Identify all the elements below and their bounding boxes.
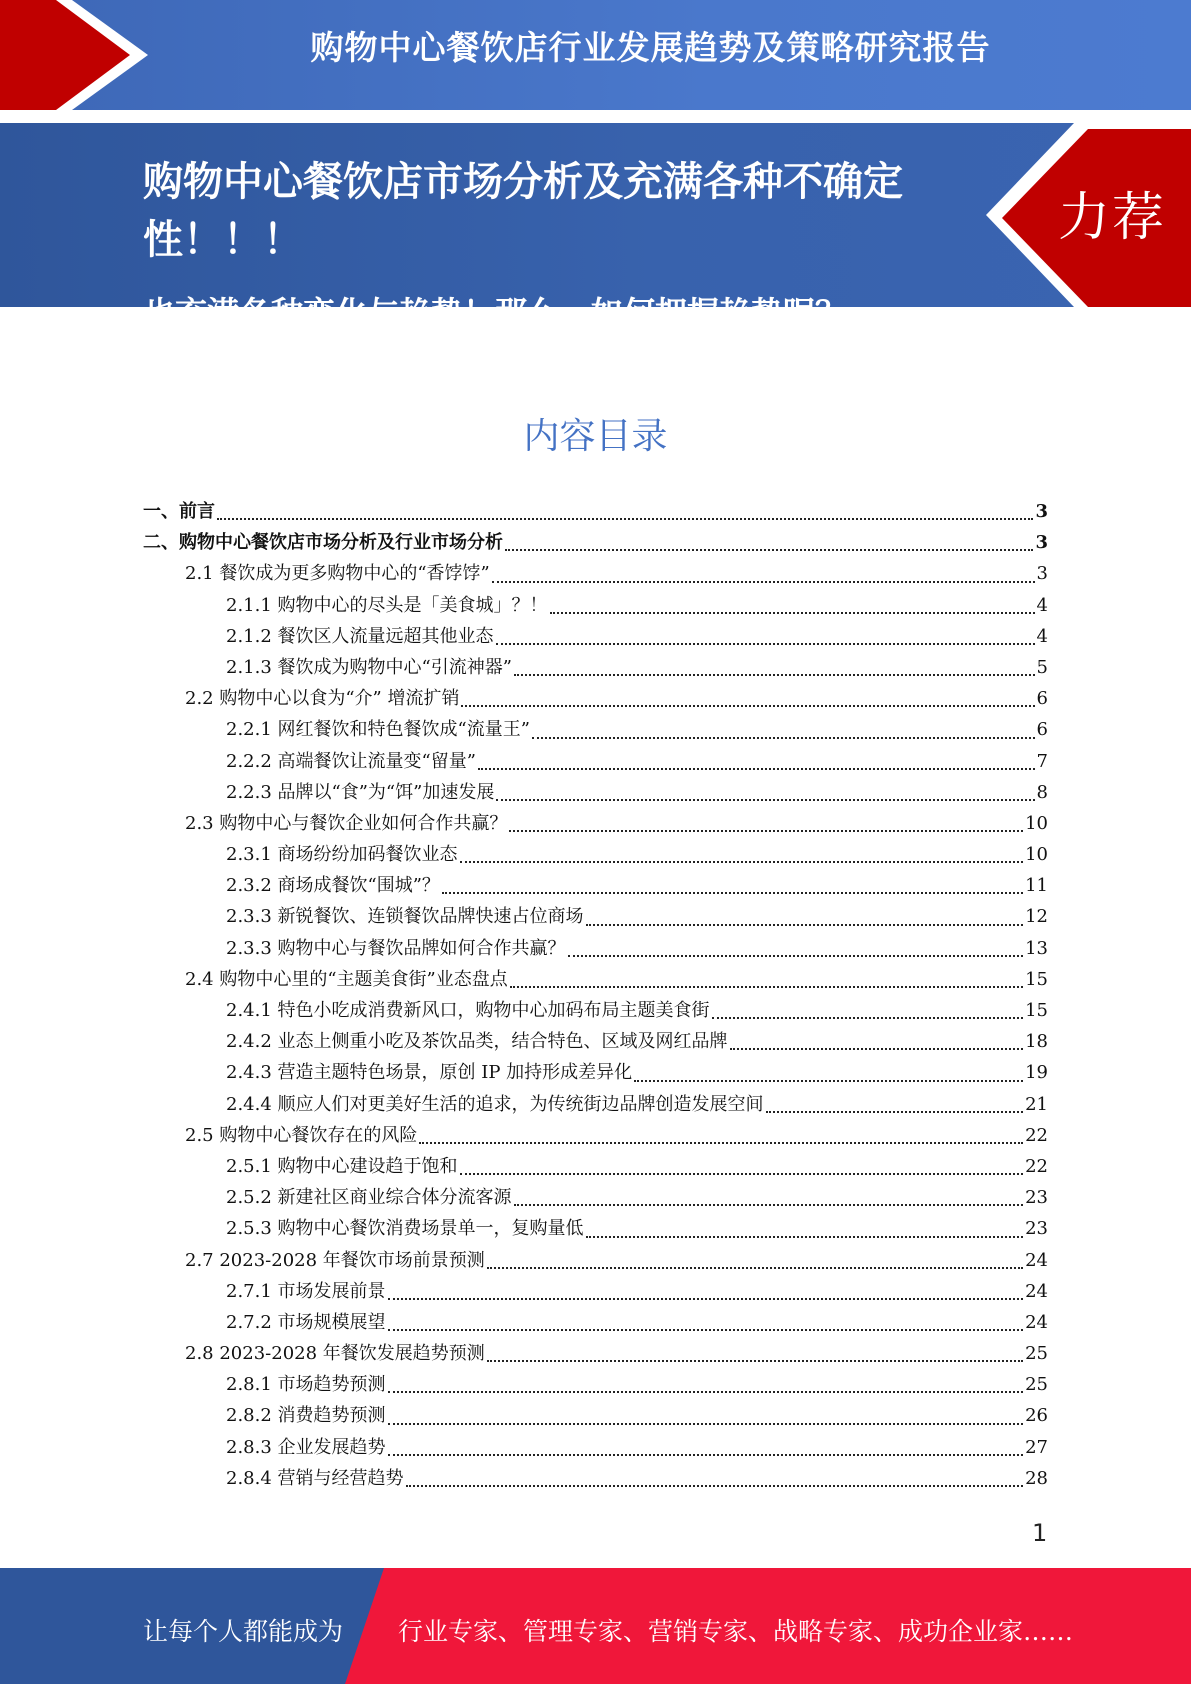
toc-entry-text: 2.4.1 特色小吃成消费新风口，购物中心加码布局主题美食街	[226, 1000, 710, 1021]
toc-entry-text: 二、购物中心餐饮店市场分析及行业市场分析	[143, 532, 503, 554]
toc-entry[interactable]	[143, 715, 1048, 746]
table-of-contents	[143, 497, 1048, 1495]
toc-entry[interactable]	[143, 1090, 1048, 1121]
toc-entry-text: 2.7.1 市场发展前景	[226, 1280, 386, 1302]
toc-entry-text: 2.5.1 购物中心建设趋于饱和	[226, 1155, 458, 1177]
toc-entry[interactable]	[143, 1401, 1048, 1432]
toc-entry-page: 3	[1035, 532, 1048, 554]
toc-leader-dots	[730, 1048, 1024, 1050]
toc-leader-dots	[406, 1485, 1024, 1487]
toc-entry-text: 2.8.4 营销与经营趋势	[226, 1467, 404, 1489]
toc-entry-text: 2.7 2023-2028 年餐饮市场前景预测	[185, 1249, 485, 1271]
toc-leader-dots	[532, 737, 1035, 739]
toc-entry[interactable]	[143, 1308, 1048, 1339]
top-banner	[0, 0, 1191, 110]
toc-entry-page: 25	[1025, 1343, 1048, 1365]
toc-entry[interactable]	[143, 622, 1048, 653]
toc-entry-text: 2.1.2 餐饮区人流量远超其他业态	[226, 625, 494, 647]
footer-slogan-left: 让每个人都能成为	[143, 1617, 344, 1646]
toc-leader-dots	[478, 768, 1035, 770]
toc-entry-text: 2.3.3 购物中心与餐饮品牌如何合作共赢？	[226, 937, 566, 959]
toc-entry-page: 23	[1025, 1218, 1048, 1240]
toc-leader-dots	[514, 674, 1035, 676]
toc-entry[interactable]	[143, 528, 1048, 559]
toc-entry-page: 21	[1025, 1093, 1048, 1115]
toc-entry-page: 3	[1035, 501, 1048, 522]
toc-leader-dots	[460, 1173, 1024, 1175]
toc-entry-page: 23	[1025, 1187, 1048, 1209]
toc-entry-page: 24	[1025, 1280, 1048, 1302]
toc-entry-text: 2.5.3 购物中心餐饮消费场景单一，复购量低	[226, 1218, 584, 1240]
toc-entry-text: 2.8.3 企业发展趋势	[226, 1436, 386, 1458]
toc-leader-dots	[217, 518, 1033, 520]
page-number: 1	[1032, 1519, 1048, 1547]
toc-entry[interactable]	[143, 684, 1048, 715]
toc-entry-page: 11	[1025, 875, 1048, 897]
toc-leader-dots	[586, 924, 1024, 926]
toc-leader-dots	[419, 1142, 1023, 1144]
toc-leader-dots	[388, 1423, 1024, 1425]
toc-entry-page: 7	[1036, 750, 1048, 772]
toc-entry-text: 2.2.1 网红餐饮和特色餐饮成“流量王”	[226, 719, 530, 741]
toc-entry-text: 2.4 购物中心里的“主题美食街”业态盘点	[185, 968, 508, 990]
toc-entry-text: 2.8.2 消费趋势预测	[226, 1405, 386, 1427]
hero-subtitle: 也充满各种变化与趋势！那么，如何把握趋势呢？	[143, 294, 848, 332]
toc-entry-page: 3	[1036, 563, 1048, 585]
toc-entry-page: 10	[1025, 844, 1048, 866]
toc-leader-dots	[505, 549, 1033, 551]
toc-entry-text: 2.7.2 市场规模展望	[226, 1311, 386, 1333]
toc-entry[interactable]	[143, 840, 1048, 871]
toc-entry-page: 6	[1036, 688, 1048, 710]
toc-leader-dots	[492, 581, 1035, 583]
toc-entry-page: 5	[1036, 656, 1048, 678]
toc-entry-page: 25	[1025, 1374, 1048, 1396]
toc-entry-page: 28	[1025, 1467, 1048, 1489]
toc-entry-text: 2.1.3 餐饮成为购物中心“引流神器”	[226, 656, 512, 678]
toc-entry-page: 26	[1025, 1405, 1048, 1427]
toc-entry[interactable]	[143, 1058, 1048, 1089]
toc-leader-dots	[496, 643, 1035, 645]
toc-leader-dots	[388, 1329, 1024, 1331]
toc-entry[interactable]	[143, 965, 1048, 996]
toc-entry-text: 2.1.1 购物中心的尽头是「美食城」？！	[226, 594, 548, 616]
toc-entry-text: 2.8 2023-2028 年餐饮发展趋势预测	[185, 1343, 485, 1365]
toc-entry[interactable]	[143, 1370, 1048, 1401]
toc-leader-dots	[586, 1236, 1024, 1238]
toc-leader-dots	[712, 1017, 1024, 1019]
hero-banner	[0, 123, 1191, 332]
toc-leader-dots	[634, 1080, 1023, 1082]
toc-title: 内容目录	[523, 416, 668, 457]
toc-leader-dots	[487, 1267, 1023, 1269]
toc-leader-dots	[568, 955, 1024, 957]
toc-leader-dots	[442, 892, 1023, 894]
toc-entry-text: 2.2 购物中心以食为“介” 增流扩销	[185, 688, 460, 710]
toc-leader-dots	[766, 1111, 1024, 1113]
toc-entry[interactable]	[143, 559, 1048, 590]
toc-leader-dots	[487, 1360, 1023, 1362]
toc-leader-dots	[388, 1298, 1024, 1300]
toc-leader-dots	[388, 1454, 1024, 1456]
toc-entry[interactable]	[143, 871, 1048, 902]
toc-entry-page: 4	[1036, 625, 1048, 647]
report-title: 购物中心餐饮店行业发展趋势及策略研究报告	[310, 28, 991, 67]
toc-entry[interactable]	[143, 934, 1048, 965]
toc-entry-text: 2.2.3 品牌以“食”为“饵”加速发展	[226, 781, 495, 803]
toc-entry[interactable]	[143, 1339, 1048, 1370]
toc-entry[interactable]	[143, 1152, 1048, 1183]
toc-entry-page: 27	[1025, 1436, 1048, 1458]
toc-entry-text: 2.2.2 高端餐饮让流量变“留量”	[226, 750, 476, 772]
toc-entry-page: 19	[1025, 1062, 1048, 1084]
toc-leader-dots	[496, 799, 1034, 801]
toc-entry[interactable]	[143, 591, 1048, 622]
toc-leader-dots	[510, 986, 1023, 988]
toc-entry-page: 15	[1025, 1000, 1048, 1021]
toc-entry[interactable]	[143, 1121, 1048, 1152]
toc-entry-page: 15	[1025, 968, 1048, 990]
toc-entry-text: 2.3.3 新锐餐饮、连锁餐饮品牌快速占位商场	[226, 906, 584, 928]
toc-leader-dots	[509, 830, 1023, 832]
toc-entry[interactable]	[143, 1246, 1048, 1277]
toc-entry[interactable]	[143, 497, 1048, 528]
toc-entry[interactable]	[143, 902, 1048, 933]
toc-entry-text: 2.3.1 商场纷纷加码餐饮业态	[226, 844, 458, 866]
toc-entry[interactable]	[143, 747, 1048, 778]
toc-leader-dots	[461, 705, 1034, 707]
toc-entry[interactable]	[143, 1027, 1048, 1058]
toc-entry-text: 2.5.2 新建社区商业综合体分流客源	[226, 1187, 512, 1209]
toc-leader-dots	[388, 1391, 1024, 1393]
toc-entry-text: 2.3 购物中心与餐饮企业如何合作共赢？	[185, 812, 508, 834]
toc-entry-text: 2.4.3 营造主题特色场景，原创 IP 加持形成差异化	[226, 1062, 633, 1084]
red-chevron-decoration	[0, 0, 160, 110]
toc-entry-text: 2.3.2 商场成餐饮“围城”？	[226, 875, 440, 897]
toc-entry-page: 6	[1036, 719, 1048, 741]
toc-entry-page: 24	[1025, 1311, 1048, 1333]
toc-entry[interactable]	[143, 1183, 1048, 1214]
toc-leader-dots	[460, 861, 1024, 863]
toc-entry[interactable]	[143, 809, 1048, 840]
toc-entry-page: 4	[1036, 594, 1048, 616]
toc-leader-dots	[550, 612, 1035, 614]
toc-entry-text: 2.4.2 业态上侧重小吃及茶饮品类，结合特色、区域及网红品牌	[226, 1031, 728, 1053]
toc-entry-page: 10	[1025, 812, 1048, 834]
toc-entry-text: 2.8.1 市场趋势预测	[226, 1374, 386, 1396]
toc-entry-page: 8	[1036, 781, 1048, 803]
toc-entry[interactable]	[143, 1433, 1048, 1464]
toc-entry-text: 2.4.4 顺应人们对更美好生活的追求，为传统街边品牌创造发展空间	[226, 1093, 764, 1115]
recommend-badge: 力荐	[1058, 188, 1167, 248]
toc-entry-page: 22	[1025, 1124, 1048, 1146]
toc-entry[interactable]	[143, 778, 1048, 809]
toc-entry-text: 2.1 餐饮成为更多购物中心的“香饽饽”	[185, 563, 490, 585]
toc-entry[interactable]	[143, 1214, 1048, 1245]
toc-entry-page: 18	[1025, 1031, 1048, 1053]
hero-title: 购物中心餐饮店市场分析及充满各种不确定性！！！	[143, 159, 903, 263]
toc-entry-text: 2.5 购物中心餐饮存在的风险	[185, 1124, 418, 1146]
toc-entry[interactable]	[143, 996, 1048, 1027]
toc-entry[interactable]	[143, 1277, 1048, 1308]
toc-entry-text: 一、前言	[143, 501, 215, 522]
toc-leader-dots	[514, 1204, 1024, 1206]
toc-entry[interactable]	[143, 653, 1048, 684]
toc-entry-page: 13	[1025, 937, 1048, 959]
toc-entry-page: 12	[1025, 906, 1048, 928]
toc-entry-page: 24	[1025, 1249, 1048, 1271]
toc-entry[interactable]	[143, 1464, 1048, 1495]
footer-slogan-right: 行业专家、管理专家、营销专家、战略专家、成功企业家……	[398, 1617, 1074, 1646]
toc-entry-page: 22	[1025, 1155, 1048, 1177]
